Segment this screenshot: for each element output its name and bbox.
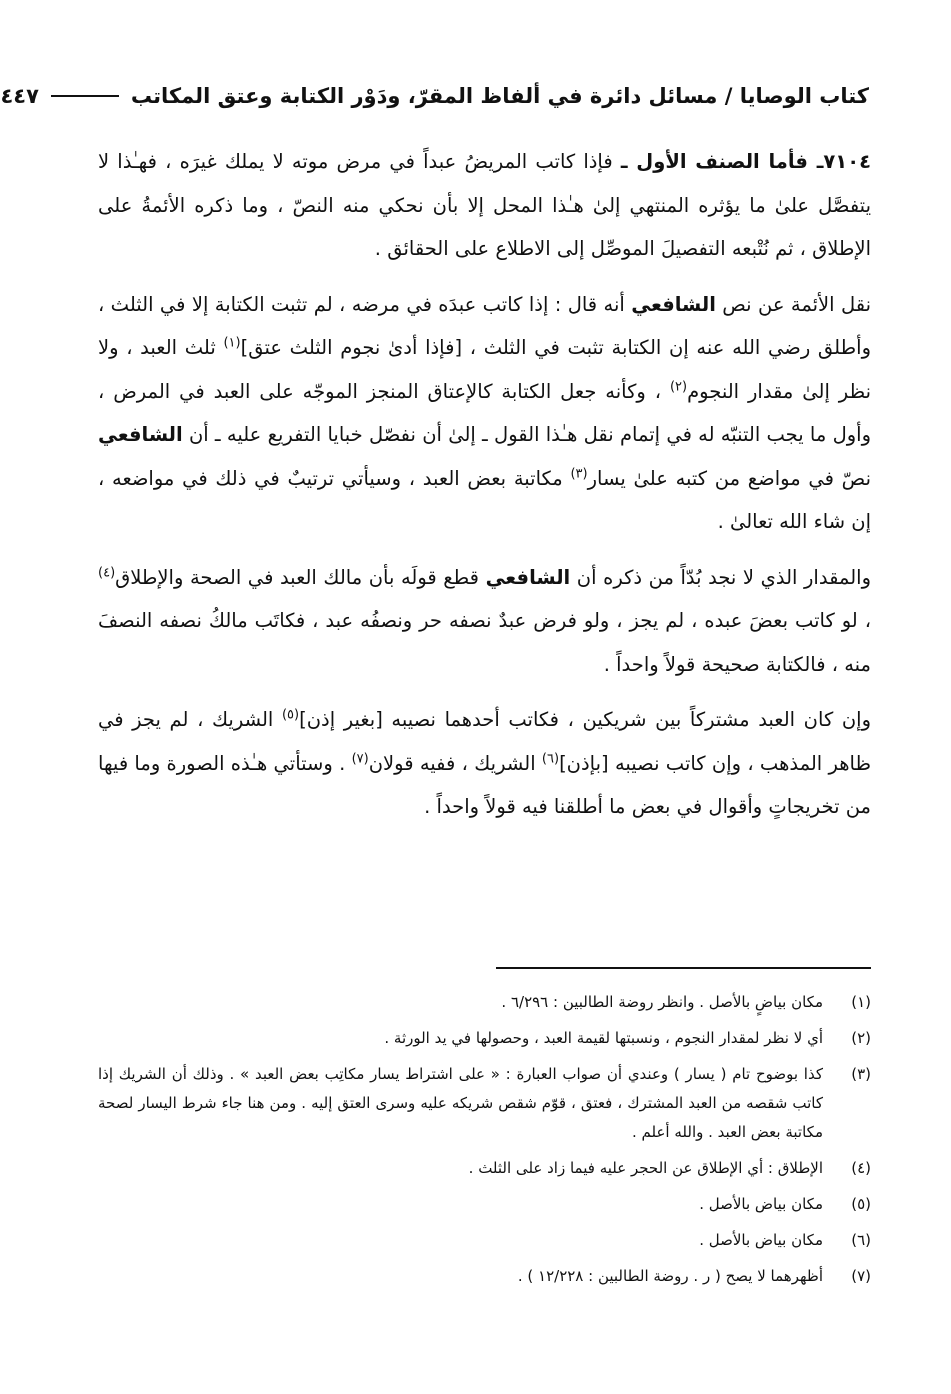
footnote-item xyxy=(98,1024,871,1053)
footnote-text: الإطلاق : أي الإطلاق عن الحجر عليه فيما زاد على الثلث . xyxy=(468,1159,823,1177)
footnote-number: (٤) xyxy=(851,1159,871,1177)
footnote-number: (٥) xyxy=(851,1195,871,1213)
shafii-name: الشافعي xyxy=(98,423,183,446)
page-number: ٤٤٧ xyxy=(0,84,39,108)
footnote-number: (٧) xyxy=(851,1267,871,1285)
shafii-name: الشافعي xyxy=(631,292,716,316)
footnote-ref-5: (٥) xyxy=(281,707,300,723)
footnote-number: (٢) xyxy=(851,1029,871,1047)
paragraph-text: فإذا كاتب المريضُ عبداً في مرض موته لا يملك غيرَه ، فهـٰذا لا يتفصَّل علىٰ ما يؤثره المنتهي إلىٰ هـٰذا المحل إلا بأن نحكي منه النصّ ، وما ذكره الأئمةُ على الإطلاق ، ثم نُتْبعه التفصيلَ الموصِّل إلى الاطلاع على الحقائق . xyxy=(98,150,871,260)
paragraph-text: نصّ في مواضع من كتبه علىٰ يسار xyxy=(587,466,871,490)
paragraph-text: ، وكأنه جعل الكتابة كالإعتاق المنجز الموجّه على العبد في المرض ، وأول ما يجب التنبّه له في إتمام نقل هـٰذا القول ـ إلىٰ أن نفصّل خبايا التفريع عليه ـ أن xyxy=(98,379,871,446)
footnote-item xyxy=(98,988,871,1017)
paragraph-text: الشريك ، لم يجز في ظاهر المذهب ، وإن كاتب نصيبه [بإذن] xyxy=(98,708,872,775)
footnote-text: مكان بياضٍ بالأصل . وانظر روضة الطالبين : ٦/٢٩٦ . xyxy=(501,993,823,1011)
paragraph-text: ، لو كاتب بعضَ عبده ، لم يجز ، ولو فرض عبدٌ نصفه حر ونصفُه عبد ، فكاتَب مالكُ نصفه النصفَ منه ، فالكتابة صحيحة قولاً واحداً . xyxy=(98,609,871,676)
header-rule xyxy=(51,95,119,97)
footnotes xyxy=(98,988,871,1298)
footnote-ref-2: (٢) xyxy=(669,379,688,394)
footnote-text: كذا بوضوح تام ( يسار ) وعندي أن صواب العبارة : « على اشتراط يسار مكاتِب بعض العبد » . وذلك أن الشريك إذا كاتب شقصه من العبد المشترك ، فعتق ، قوّم شقص شريكه عليه وسرى العتق إليه . ومن هنا جاء شرط اليسار لصحة مكاتبة بعض العبد . والله أعلم . xyxy=(98,1065,823,1141)
footnote-ref-7: (٧) xyxy=(351,751,369,766)
paragraph-text: ثلث العبد ، ولا نظر إلىٰ مقدار النجوم xyxy=(98,336,871,403)
footnote-item xyxy=(98,1154,871,1183)
footnote-ref-6: (٦) xyxy=(541,751,560,766)
footnote-item xyxy=(98,1262,871,1291)
footnote-text: أي لا نظر لمقدار النجوم ، ونسبتها لقيمة العبد ، وحصولها في يد الورثة . xyxy=(384,1029,823,1047)
paragraph-text: نقل الأئمة عن نص xyxy=(715,292,871,316)
paragraph-text: والمقدار الذي لا نجد بُدّاً من ذكره أن xyxy=(570,565,871,589)
shafii-name: الشافعي xyxy=(485,565,571,589)
paragraph-4 xyxy=(98,698,871,829)
footnote-item xyxy=(98,1226,871,1255)
footnote-ref-1: (١) xyxy=(223,335,241,351)
paragraph-text: وإن كان العبد مشتركاً بين شريكين ، فكاتب أحدهما نصيبه [بغير إذن] xyxy=(299,708,871,731)
main-text xyxy=(98,140,871,841)
paragraph-text: قطع قولَه بأن مالك العبد في الصحة والإطلاق xyxy=(115,565,486,589)
paragraph-text: مكاتبة بعض العبد ، وسيأتي ترتيبٌ في ذلك في مواضعه ، إن شاء الله تعالىٰ . xyxy=(98,466,871,533)
footnote-text: أظهرهما لا يصح ( ر . روضة الطالبين : ١٢/٢٢٨ ) . xyxy=(517,1267,823,1285)
header-title: كتاب الوصايا / مسائل دائرة في ألفاظ المقرّ، ودَوْر الكتابة وعتق المكاتب xyxy=(130,84,869,108)
footnote-separator xyxy=(496,967,871,969)
footnote-item xyxy=(98,1060,871,1147)
paragraph-1 xyxy=(98,140,871,271)
footnote-item xyxy=(98,1190,871,1219)
footnote-number: (٣) xyxy=(851,1065,871,1083)
running-header xyxy=(0,78,869,114)
paragraph-text: الشريك ، ففيه قولان xyxy=(368,751,542,775)
footnote-ref-4: (٤) xyxy=(98,565,116,580)
section-heading: ٧١٠٤ـ فأما الصنف الأول ـ xyxy=(620,150,871,173)
footnote-number: (١) xyxy=(851,993,871,1011)
paragraph-2 xyxy=(98,283,871,544)
paragraph-text: أنه قال : إذا كاتب عبدَه في مرضه ، لم تثبت الكتابة إلا في الثلث ، وأطلق رضي الله عنه إن الكتابة تثبت في الثلث ، [فإذا أدىٰ نجوم الثلث عتق] xyxy=(98,292,871,359)
paragraph-3 xyxy=(98,556,871,687)
footnote-text: مكان بياض بالأصل . xyxy=(699,1231,823,1249)
footnote-ref-3: (٣) xyxy=(570,466,588,481)
footnote-text: مكان بياض بالأصل . xyxy=(699,1195,823,1213)
paragraph-text: . وستأتي هـٰذه الصورة وما فيها من تخريجاتٍ وأقوال في بعض ما أطلقنا فيه قولاً واحداً . xyxy=(98,751,871,818)
footnote-number: (٦) xyxy=(851,1231,871,1249)
